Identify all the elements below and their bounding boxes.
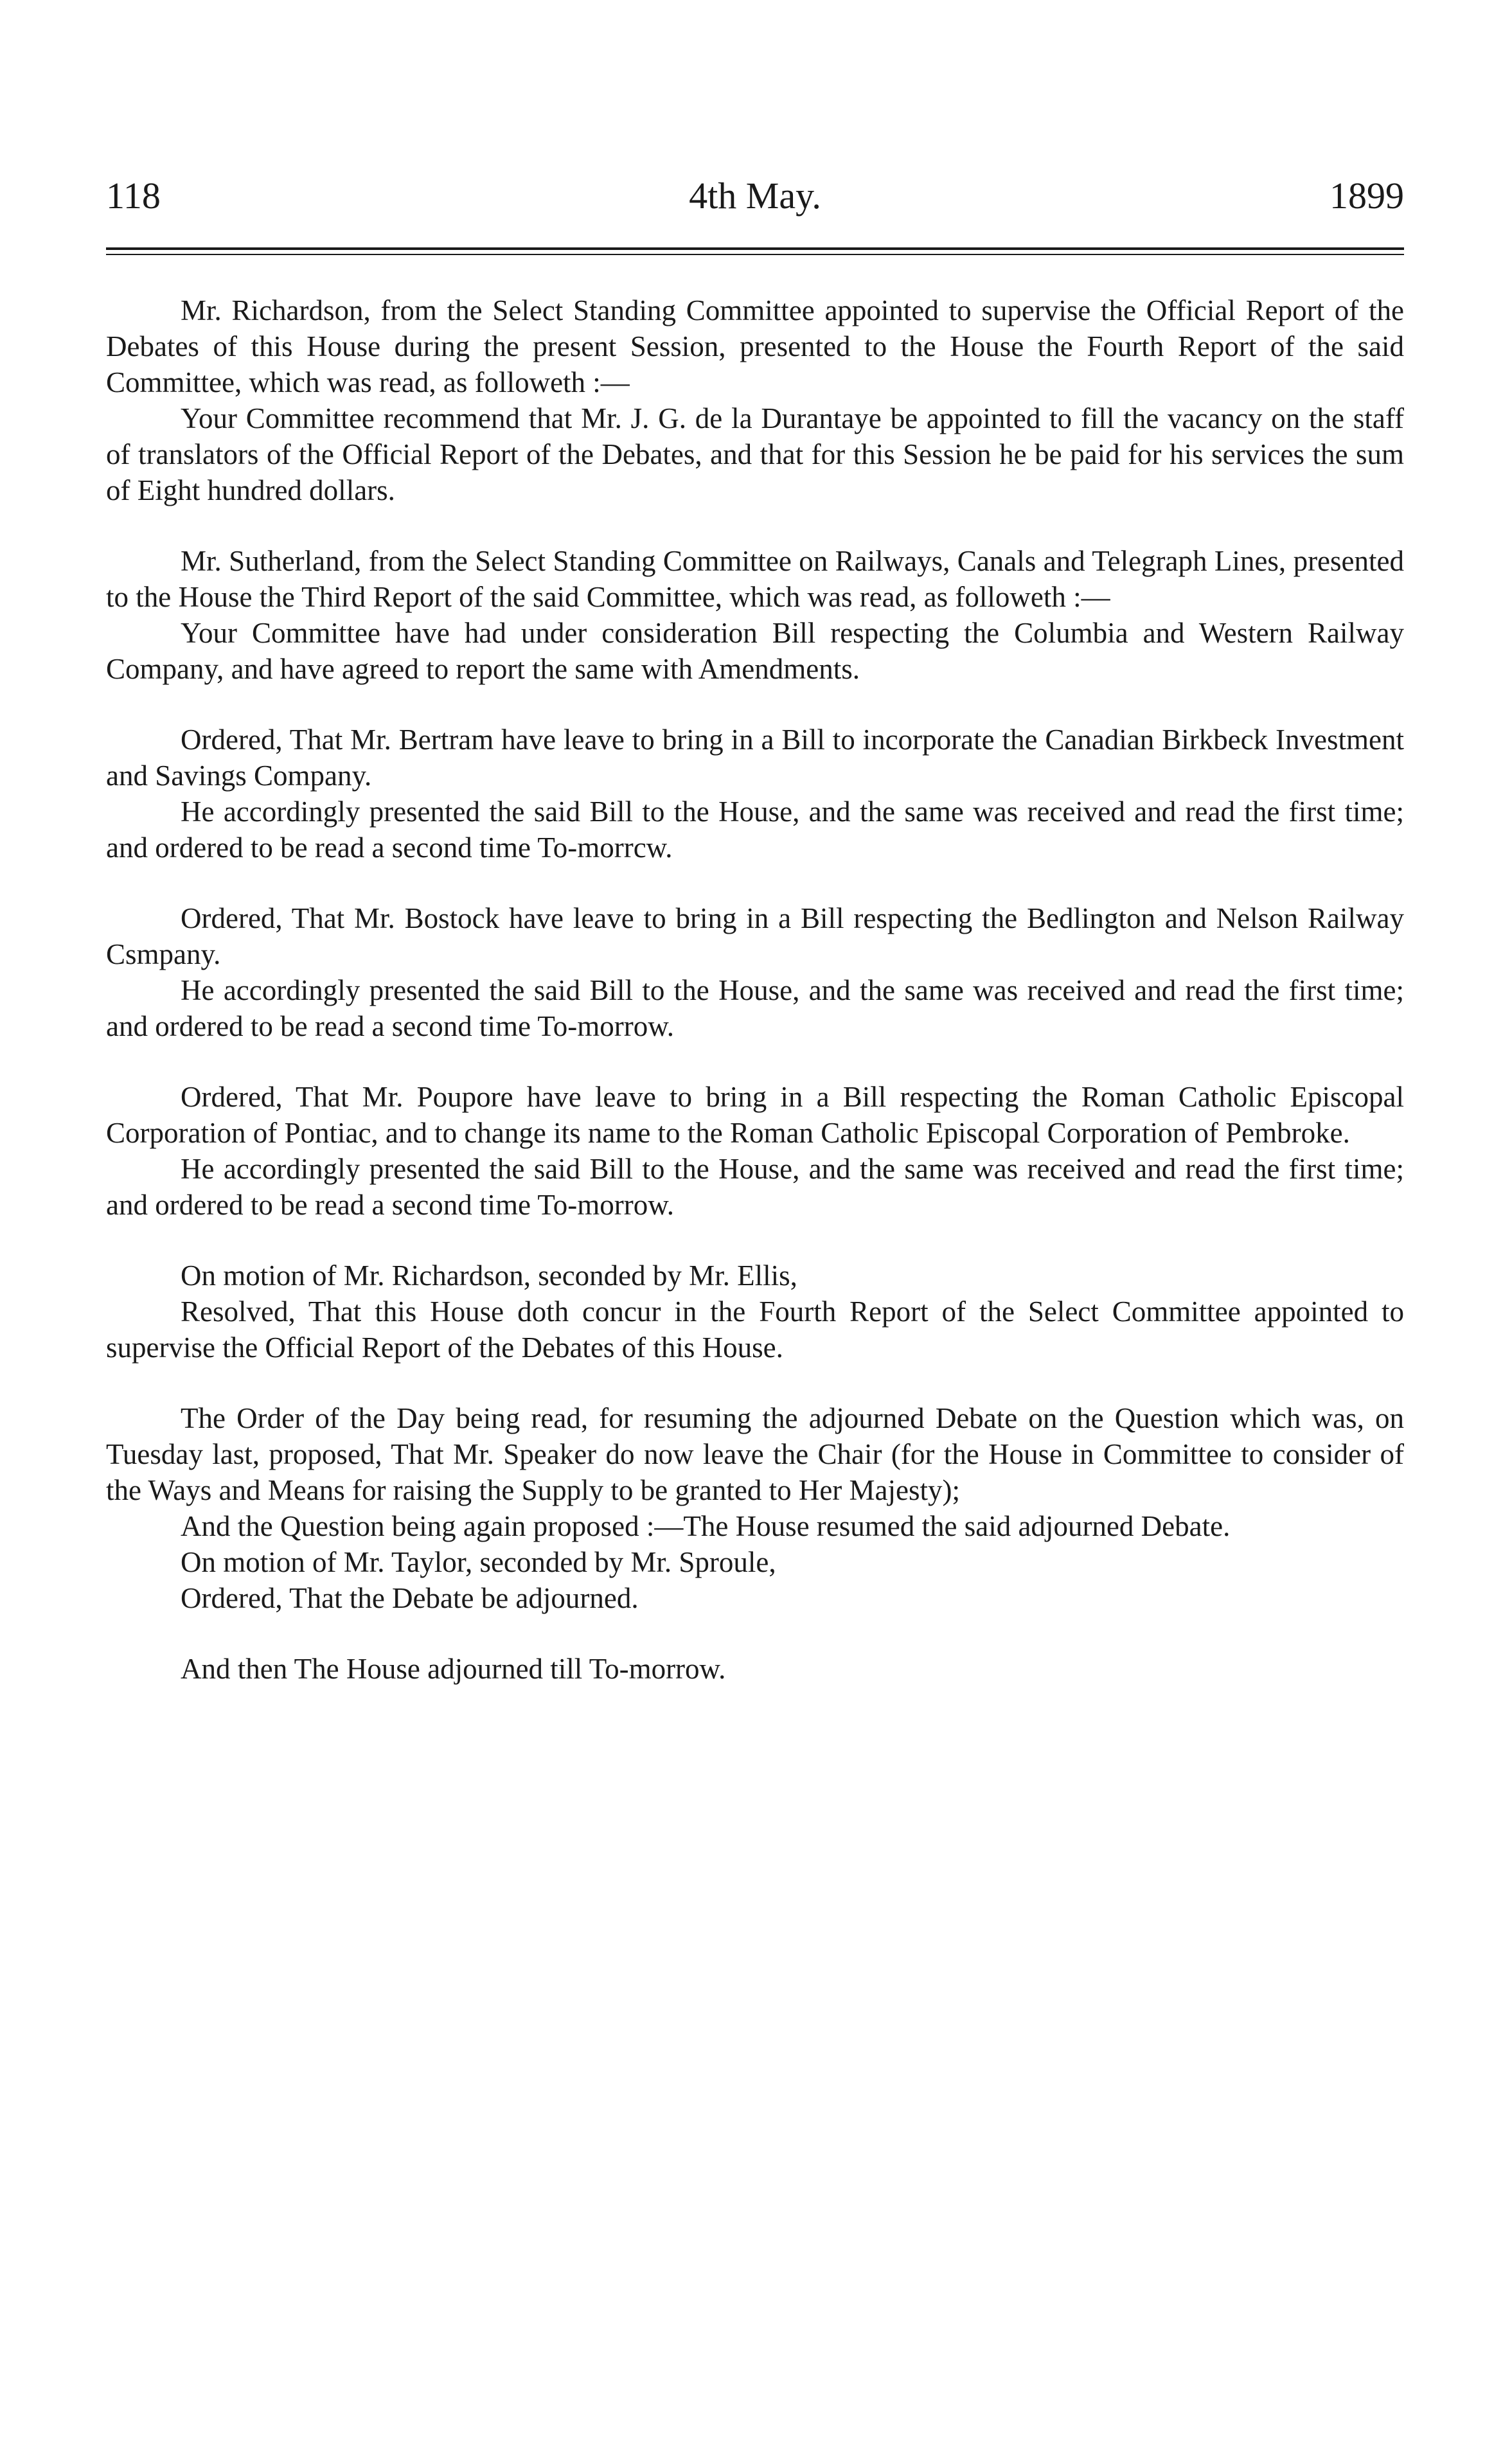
entry-block — [106, 292, 1404, 508]
entry-paragraph: Mr. Sutherland, from the Select Standing Committee on Railways, Canals and Telegraph Lines, presented to the House the Third Report of the said Committee, which was read, as followeth :— — [106, 545, 1404, 613]
entry-block — [106, 543, 1404, 687]
entry-block — [106, 1079, 1404, 1223]
entry-paragraph: On motion of Mr. Richardson, seconded by Mr. Ellis, — [181, 1259, 797, 1292]
entry-block — [106, 722, 1404, 866]
header-date: 4th May. — [689, 175, 821, 217]
entry-paragraph: He accordingly presented the said Bill to the House, and the same was received and read the first time; and ordered to be read a second time To-morrcw. — [106, 796, 1404, 864]
entry-paragraph: Ordered, That the Debate be adjourned. — [181, 1582, 639, 1614]
header-double-rule — [106, 247, 1404, 255]
entry-paragraph: And then The House adjourned till To-morrow. — [181, 1653, 726, 1685]
entry-paragraph: Ordered, That Mr. Bostock have leave to bring in a Bill respecting the Bedlington and Nelson Railway Csmpany. — [106, 902, 1404, 970]
entry-paragraph: The Order of the Day being read, for resuming the adjourned Debate on the Question which was, on Tuesday last, proposed, That Mr. Speaker do now leave the Chair (for the House in Committee to consider of the Ways and Means for raising the Supply to be granted to Her Majesty); — [106, 1402, 1404, 1506]
entry-paragraph: He accordingly presented the said Bill to the House, and the same was received and read the first time; and ordered to be read a second time To-morrow. — [106, 1153, 1404, 1221]
entry-block — [106, 1651, 1404, 1687]
entry-paragraph: And the Question being again proposed :—The House resumed the said adjourned Debate. — [181, 1510, 1231, 1542]
entry-block — [106, 1258, 1404, 1366]
entry-block — [106, 1400, 1404, 1616]
journal-page — [106, 174, 1404, 1687]
header-rule-thick — [106, 247, 1404, 250]
journal-entries — [106, 292, 1404, 1687]
entry-paragraph: Your Committee recommend that Mr. J. G. de la Durantaye be appointed to fill the vacancy on the staff of translators of the Official Report of the Debates, and that for this Session he be paid for his services the sum of Eight hundred dollars. — [106, 402, 1404, 506]
entry-paragraph: Resolved, That this House doth concur in the Fourth Report of the Select Committee appointed to supervise the Official Report of the Debates of this House. — [106, 1295, 1404, 1364]
entry-block — [106, 900, 1404, 1044]
entry-paragraph: Ordered, That Mr. Poupore have leave to bring in a Bill respecting the Roman Catholic Episcopal Corporation of Pontiac, and to change its name to the Roman Catholic Episcopal Corporation of Pembroke. — [106, 1081, 1404, 1149]
entry-paragraph: He accordingly presented the said Bill to the House, and the same was received and read the first time; and ordered to be read a second time To-morrow. — [106, 974, 1404, 1042]
header-rule-thin — [106, 254, 1404, 255]
entry-paragraph: Your Committee have had under consideration Bill respecting the Columbia and Western Railway Company, and have agreed to report the same with Amendments. — [106, 617, 1404, 685]
running-header — [106, 174, 1404, 218]
entry-paragraph: Mr. Richardson, from the Select Standing Committee appointed to supervise the Official Report of the Debates of this House during the present Session, presented to the House the Fourth Report of the said Committee, which was read, as followeth :— — [106, 294, 1404, 398]
entry-paragraph: Ordered, That Mr. Bertram have leave to bring in a Bill to incorporate the Canadian Birkbeck Investment and Savings Company. — [106, 724, 1404, 792]
entry-paragraph: On motion of Mr. Taylor, seconded by Mr. Sproule, — [181, 1546, 776, 1578]
header-year: 1899 — [1330, 175, 1404, 217]
page-number: 118 — [106, 175, 161, 217]
